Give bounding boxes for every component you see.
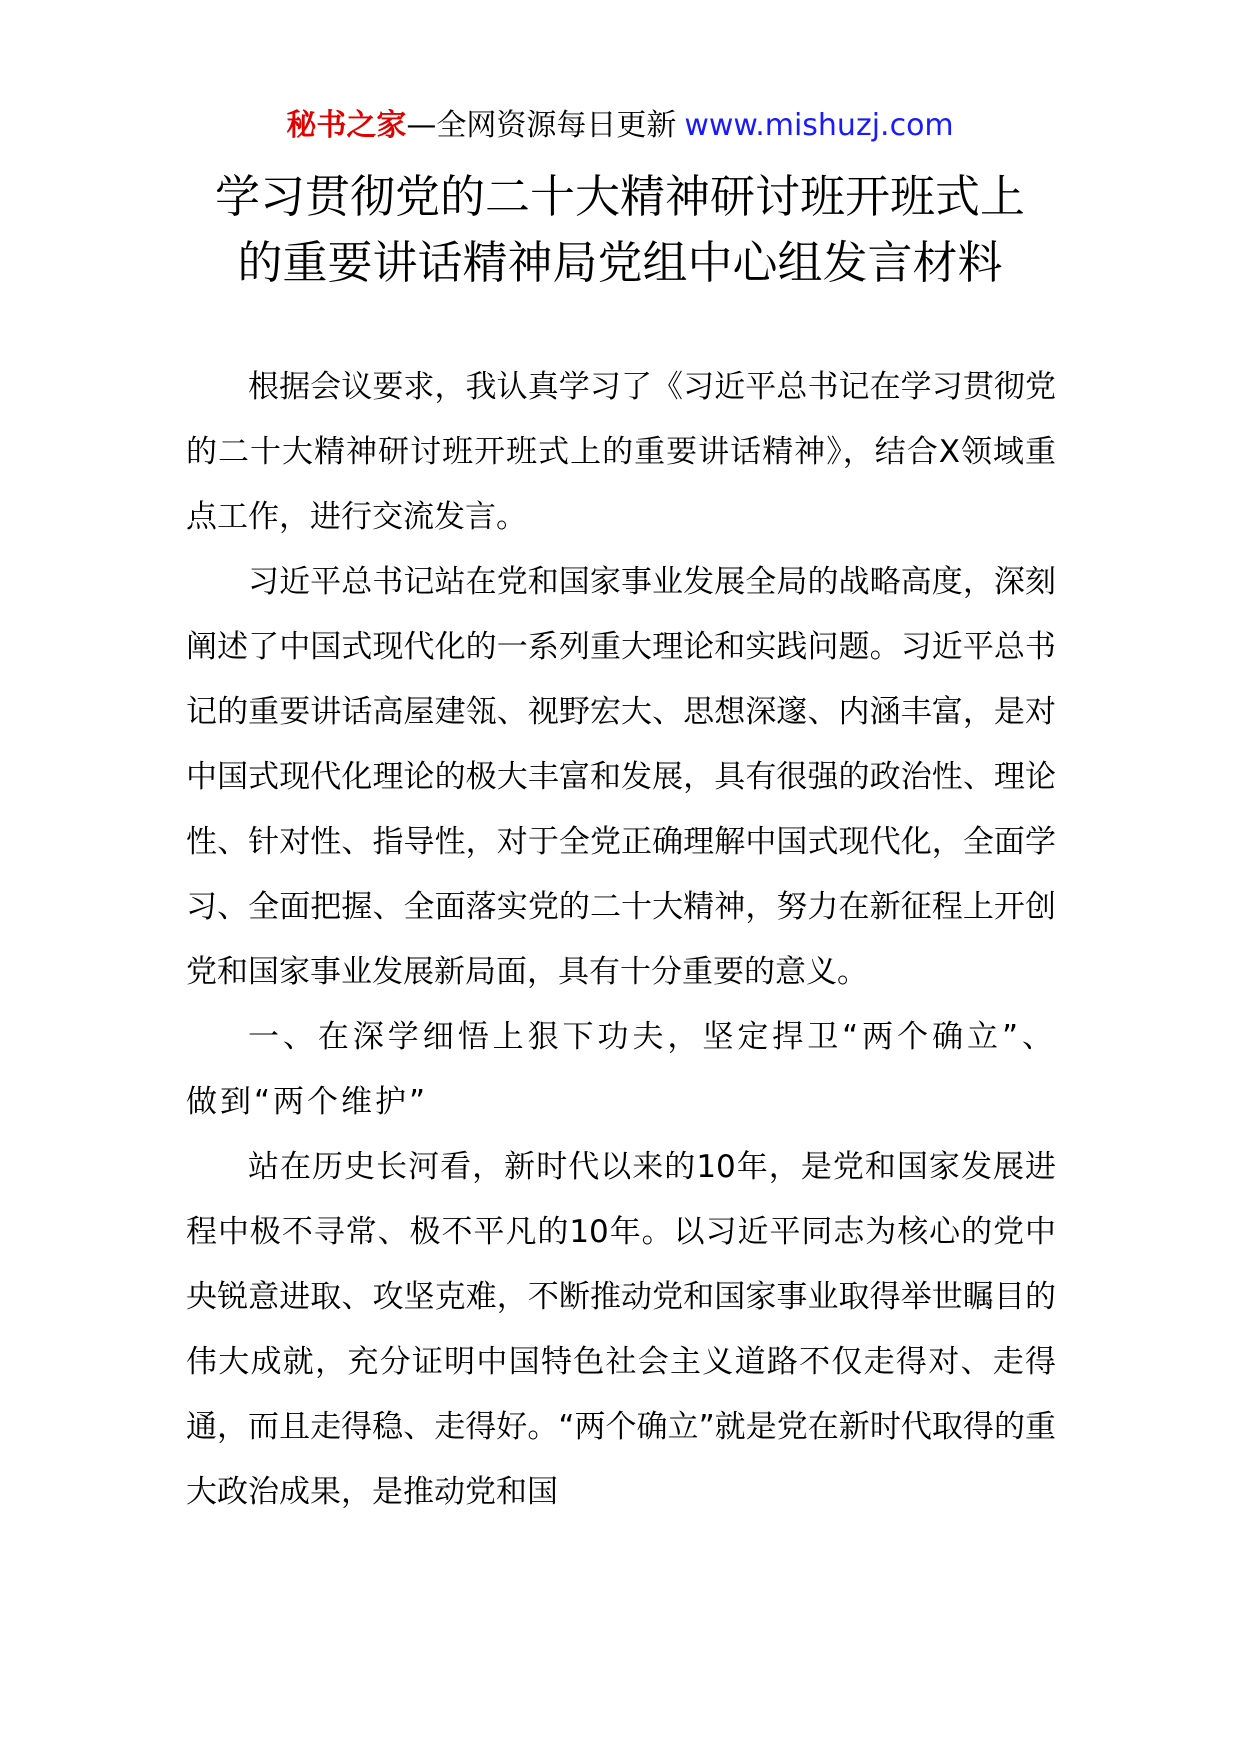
site-header	[0, 106, 1240, 146]
section-heading-1: 一、在深学细悟上狠下功夫，坚定捍卫“两个确立”、做到“两个维护”	[186, 1019, 1056, 1120]
site-url-link[interactable]: www.mishuzj.com	[684, 108, 954, 143]
title-line-1: 学习贯彻党的二十大精神研讨班开班式上	[214, 170, 1025, 223]
paragraph-section-1: 站在历史长河看，新时代以来的10年，是党和国家发展进程中极不寻常、极不平凡的10年。以习近平同志为核心的党中央锐意进取、攻坚克难，不断推动党和国家事业取得举世瞩目的伟大成就，充分证明中国特色社会主义道路不仅走得对、走得通，而且走得稳、走得好。“两个确立”就是党在新时代取得的重大政治成果，是推动党和国	[186, 1149, 1056, 1510]
paragraph-intro: 根据会议要求，我认真学习了《习近平总书记在学习贯彻党的二十大精神研讨班开班式上的重要讲话精神》，结合X领域重点工作，进行交流发言。	[186, 369, 1056, 535]
document-body	[186, 355, 1056, 1525]
document-title	[150, 164, 1090, 296]
paragraph-overview: 习近平总书记站在党和国家事业发展全局的战略高度，深刻阐述了中国式现代化的一系列重大理论和实践问题。习近平总书记的重要讲话高屋建瓴、视野宏大、思想深邃、内涵丰富，是对中国式现代化理论的极大丰富和发展，具有很强的政治性、理论性、针对性、指导性，对于全党正确理解中国式现代化，全面学习、全面把握、全面落实党的二十大精神，努力在新征程上开创党和国家事业发展新局面，具有十分重要的意义。	[186, 564, 1056, 990]
title-line-2: 的重要讲话精神局党组中心组发言材料	[237, 236, 1003, 289]
header-tagline: —全网资源每日更新	[406, 108, 677, 143]
brand-name: 秘书之家	[286, 108, 407, 143]
